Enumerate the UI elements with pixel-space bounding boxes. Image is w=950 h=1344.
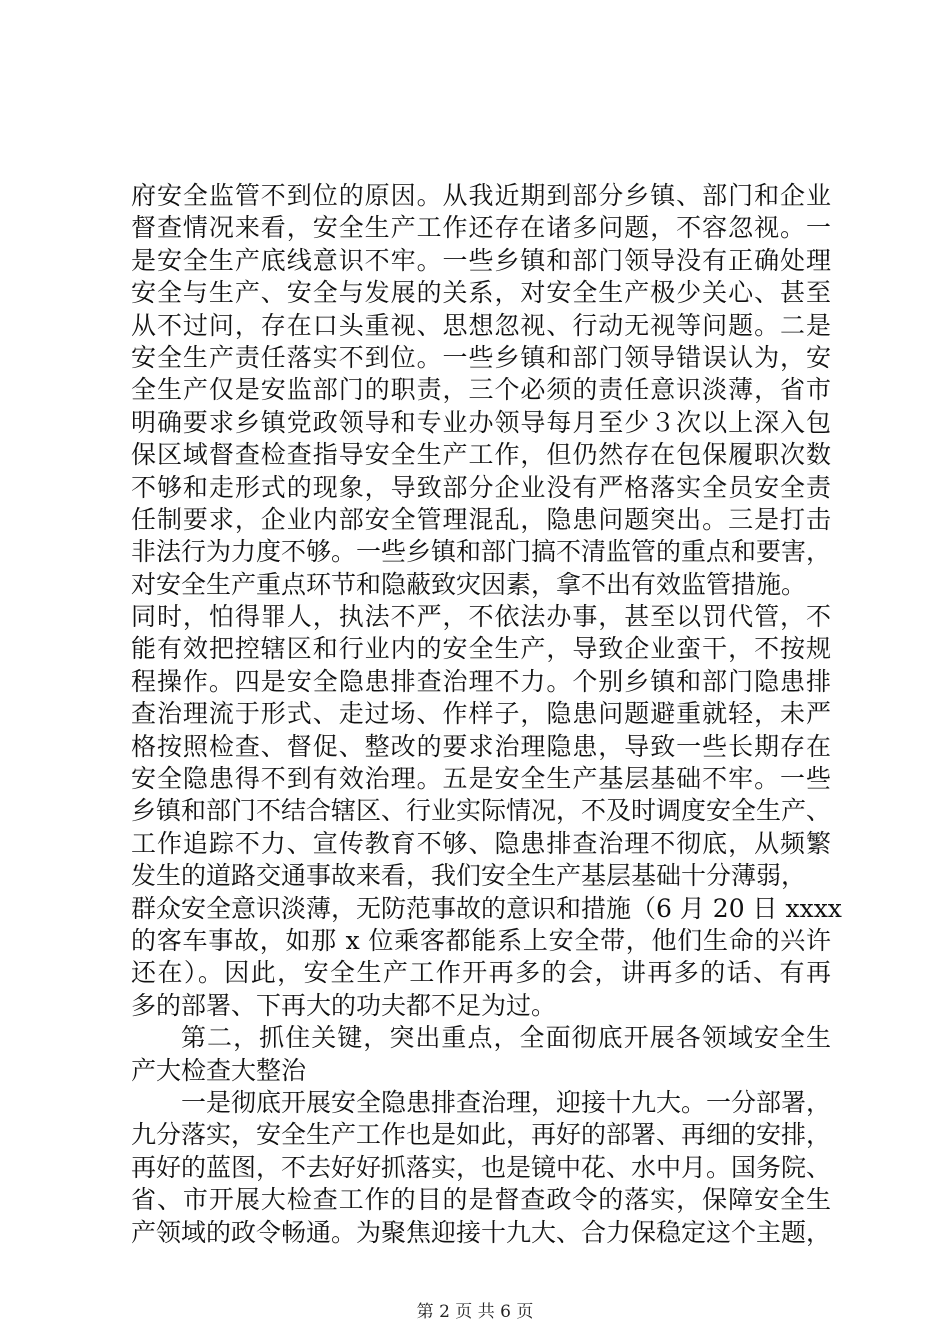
text-line: 是安全生产底线意识不牢。一些乡镇和部门领导没有正确处理 bbox=[131, 245, 831, 275]
text-line: 不够和走形式的现象，导致部分企业没有严格落实全员安全责 bbox=[131, 472, 831, 502]
text-line: 督查情况来看，安全生产工作还存在诸多问题，不容忽视。一 bbox=[131, 213, 831, 243]
text-line: 从不过问，存在口头重视、思想忽视、行动无视等问题。二是 bbox=[131, 310, 831, 340]
text-line: 安全隐患得不到有效治理。五是安全生产基层基础不牢。一些 bbox=[131, 764, 831, 794]
text-line: 安全与生产、安全与发展的关系，对安全生产极少关心、甚至 bbox=[131, 278, 831, 308]
text-line: 再好的蓝图，不去好好抓落实，也是镜中花、水中月。国务院、 bbox=[131, 1152, 832, 1182]
text-line: 群众安全意识淡薄，无防范事故的意识和措施（6 月 20 日 xxxx bbox=[131, 893, 842, 923]
text-line: 任制要求，企业内部安全管理混乱，隐患问题突出。三是打击 bbox=[131, 504, 831, 534]
text-line: 府安全监管不到位的原因。从我近期到部分乡镇、部门和企业 bbox=[131, 181, 831, 210]
text-line: 乡镇和部门不结合辖区、行业实际情况，不及时调度安全生产、 bbox=[131, 796, 832, 826]
text-line: 非法行为力度不够。一些乡镇和部门搞不清监管的重点和要害， bbox=[131, 537, 832, 567]
text-line: 工作追踪不力、宣传教育不够、隐患排查治理不彻底，从频繁 bbox=[131, 828, 831, 858]
text-line: 还在）。因此，安全生产工作开再多的会，讲再多的话、有再 bbox=[131, 958, 831, 988]
text-line: 全生产仅是安监部门的职责，三个必须的责任意识淡薄，省市 bbox=[131, 375, 831, 405]
page-number-footer: 第 2 页 共 6 页 bbox=[416, 1302, 534, 1322]
section-heading-line: 产大检查大整治 bbox=[131, 1055, 307, 1085]
text-line: 省、市开展大检查工作的目的是督查政令的落实，保障安全生 bbox=[131, 1185, 831, 1215]
text-line: 对安全生产重点环节和隐蔽致灾因素，拿不出有效监管措施。 bbox=[131, 569, 807, 599]
text-line: 发生的道路交通事故来看，我们安全生产基层基础十分薄弱， bbox=[131, 861, 807, 891]
document-body bbox=[131, 180, 842, 1249]
text-line: 一是彻底开展安全隐患排查治理，迎接十九大。一分部署， bbox=[181, 1087, 832, 1117]
text-line: 格按照检查、督促、整改的要求治理隐患，导致一些长期存在 bbox=[131, 731, 831, 761]
text-line: 同时，怕得罪人，执法不严，不依法办事，甚至以罚代管，不 bbox=[131, 602, 831, 632]
section-heading-line: 第二，抓住关键，突出重点，全面彻底开展各领域安全生 bbox=[181, 1023, 831, 1053]
text-line: 查治理流于形式、走过场、作样子，隐患问题避重就轻，未严 bbox=[131, 699, 831, 729]
text-line: 程操作。四是安全隐患排查治理不力。个别乡镇和部门隐患排 bbox=[131, 666, 831, 696]
text-line: 能有效把控辖区和行业内的安全生产，导致企业蛮干，不按规 bbox=[131, 634, 831, 664]
text-line: 多的部署、下再大的功夫都不足为过。 bbox=[131, 990, 557, 1020]
text-line: 产领域的政令畅通。为聚焦迎接十九大、合力保稳定这个主题， bbox=[131, 1217, 832, 1247]
text-line: 明确要求乡镇党政领导和专业办领导每月至少３次以上深入包 bbox=[131, 407, 831, 437]
text-line: 的客车事故，如那 x 位乘客都能系上安全带，他们生命的兴许 bbox=[131, 925, 831, 955]
text-line: 九分落实，安全生产工作也是如此，再好的部署、再细的安排， bbox=[131, 1120, 832, 1150]
text-line: 保区域督查检查指导安全生产工作，但仍然存在包保履职次数 bbox=[131, 440, 831, 470]
text-line: 安全生产责任落实不到位。一些乡镇和部门领导错误认为，安 bbox=[131, 342, 831, 372]
